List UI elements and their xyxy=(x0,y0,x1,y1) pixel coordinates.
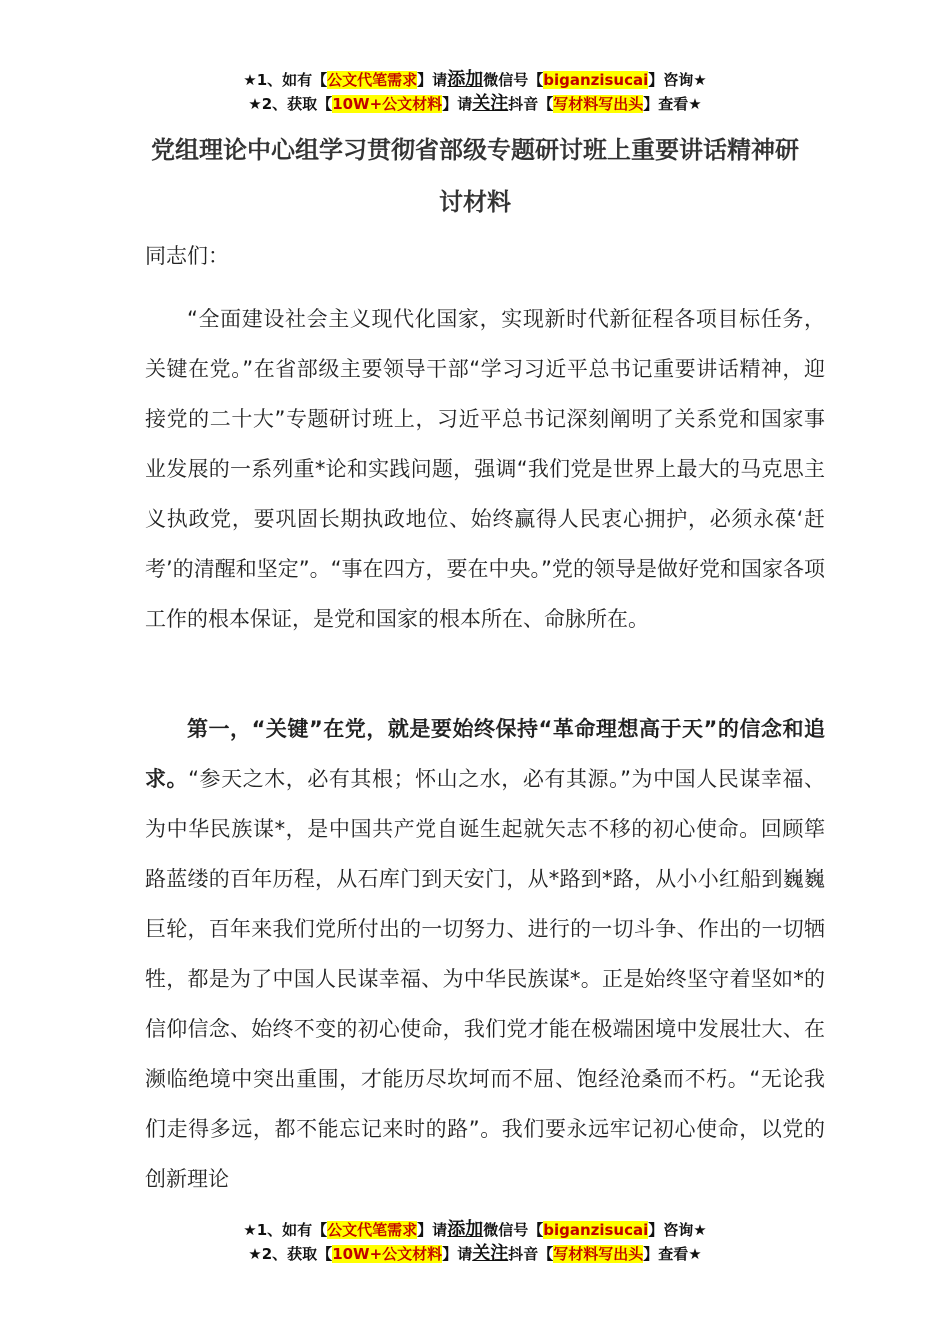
point-heading: 第一，“关键”在党，就是要始终保持“革命理想高于天”的信念和追求。 xyxy=(145,717,825,791)
banner-line-2: ★2、获取【10W+公文材料】请关注抖音【写材料写出头】查看★ xyxy=(248,1243,702,1264)
douyin-id: 写材料写出头 xyxy=(553,1245,644,1263)
point-body: “参天之木，必有其根；怀山之水，必有其源。”为中国人民谋幸福、为中华民族谋*，是中国共产党自诞生起就矢志不移的初心使命。回顾筚路蓝缕的百年历程，从石库门到天安门，从*路到*路，从小小红船到巍巍巨轮，百年来我们党所付出的一切努力、进行的一切斗争、作出的一切牺牲，都是为了中国人民谋幸福、为中华民族谋*。正是始终坚守着坚如*的信仰信念、始终不变的初心使命，我们党才能在极端困境中发展壮大、在濒临绝境中突出重围，才能历尽坎坷而不屈、饱经沧桑而不朽。“无论我们走得多远，都不能忘记来时的路”。我们要永远牢记初心使命，以党的创新理论 xyxy=(145,767,825,1191)
douyin-id: 写材料写出头 xyxy=(553,95,644,113)
document-title: 党组理论中心组学习贯彻省部级专题研讨班上重要讲话精神研讨材料 xyxy=(151,136,799,216)
footer-banner xyxy=(0,1218,950,1266)
banner-line-1: ★1、如有【公文代笔需求】请添加微信号【biganzisucai】咨询★ xyxy=(243,69,707,90)
paragraph-intro: “全面建设社会主义现代化国家，实现新时代新征程各项目标任务，关键在党。”在省部级主要领导干部“学习习近平总书记重要讲话精神，迎接党的二十大”专题研讨班上，习近平总书记深刻阐明了关系党和国家事业发展的一系列重*论和实践问题，强调“我们党是世界上最大的马克思主义执政党，要巩固长期执政地位、始终赢得人民衷心拥护，必须永葆‘赶考’的清醒和坚定”。“事在四方，要在中央。”党的领导是做好党和国家各项工作的根本保证，是党和国家的根本所在、命脉所在。 xyxy=(145,307,825,631)
banner-highlight: 10W+公文材料 xyxy=(332,1245,443,1263)
greeting: 同志们： xyxy=(145,244,229,268)
paragraph-first-point xyxy=(145,704,825,1204)
wechat-id: biganzisucai xyxy=(543,1221,649,1239)
header-banner xyxy=(0,68,950,116)
banner-line-1: ★1、如有【公文代笔需求】请添加微信号【biganzisucai】咨询★ xyxy=(243,1219,707,1240)
banner-highlight: 公文代笔需求 xyxy=(327,71,418,89)
banner-highlight: 公文代笔需求 xyxy=(327,1221,418,1239)
banner-line-2: ★2、获取【10W+公文材料】请关注抖音【写材料写出头】查看★ xyxy=(248,93,702,114)
banner-highlight: 10W+公文材料 xyxy=(332,95,443,113)
wechat-id: biganzisucai xyxy=(543,71,649,89)
